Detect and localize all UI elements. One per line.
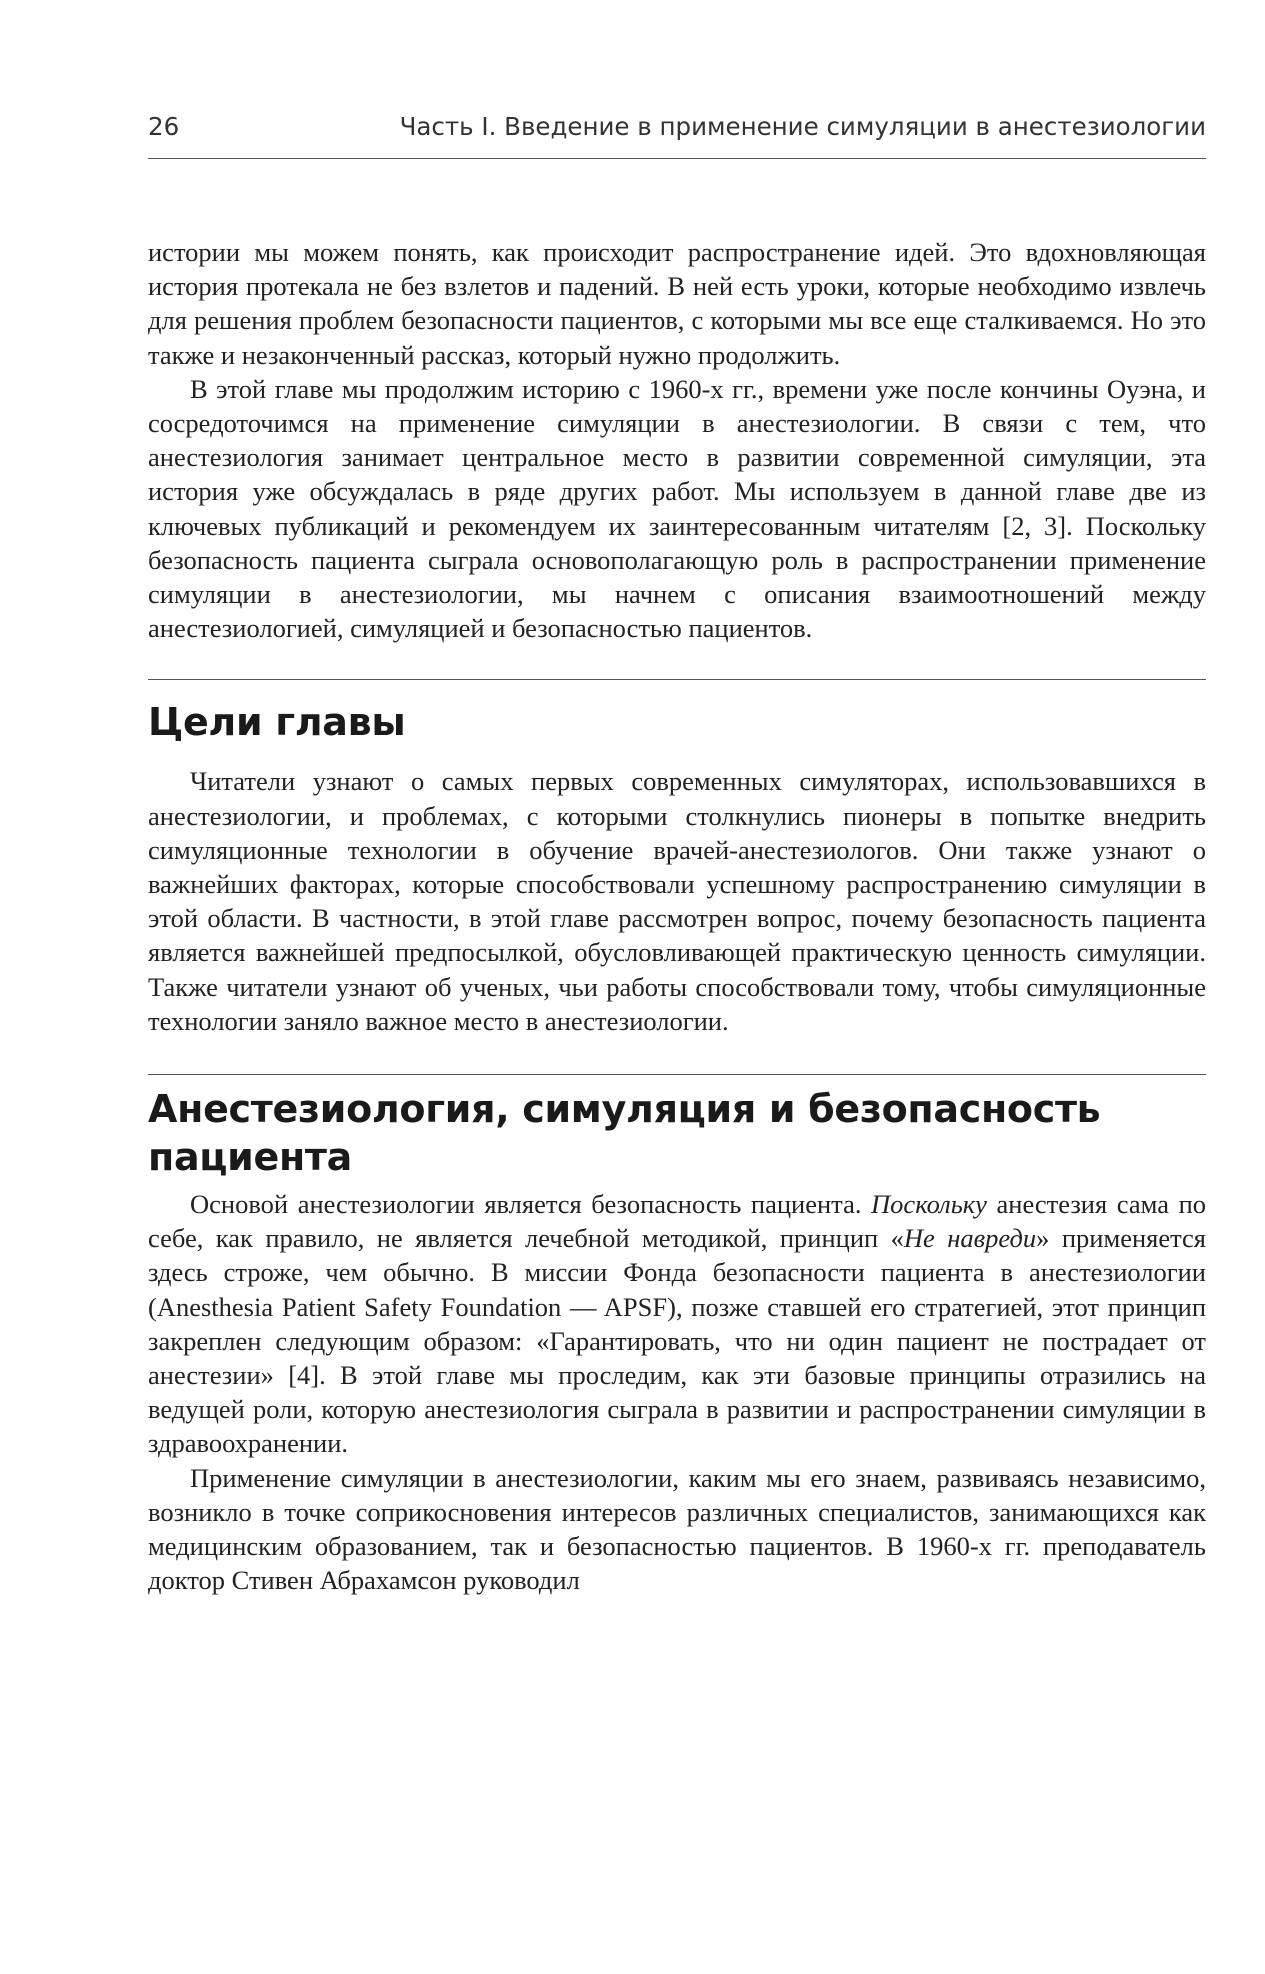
chapter-goals-heading: Цели главы xyxy=(148,700,406,745)
page-number: 26 xyxy=(148,112,180,141)
book-page xyxy=(148,112,1206,1598)
section-divider-goals xyxy=(148,679,1206,680)
section-paragraph-2: Применение симуляции в анестезиологии, каким мы его знаем, развиваясь независимо, возникло в точке соприкосновения интересов различных специалистов, занимающихся как медицинским образованием, так и безопасностью пациентов. В 1960-х гг. преподаватель доктор Стивен Абрахамсон руководил xyxy=(148,1462,1206,1596)
p3-text-3: » применяется здесь строже, чем обычно. В миссии Фонда безопасности пациента в анестезиологии (Anesthesia Patient Safety Foundation — APSF), позже ставшей его стратегией, этот принцип закреплен следующим образом: «Гарантировать, что ни один пациент не пострадает от анестезии» [4]. В этой главе мы проследим, как эти базовые принципы отразились на ведущей роли, которую анестезиология сыграла в развитии и распространении симуляции в здравоохранении. xyxy=(148,1223,1206,1459)
p3-text-2: анестезия сама по себе, как правило, не является лечебной методикой, принцип « xyxy=(148,1189,1206,1254)
header-divider xyxy=(148,158,1206,159)
intro-paragraph-2: В этой главе мы продолжим историю с 1960-х гг., времени уже после кончины Оуэна, и сосредоточимся на применение симуляции в анестезиологии. В связи с тем, что анестезиология занимает центральное место в развитии современной симуляции, эта история уже обсуждалась в ряде других работ. Мы используем в данной главе две из ключевых публикаций и рекомендуем их заинтересованным читателям [2, 3]. Поскольку безопасность пациента сыграла основополагающую роль в распространении применение симуляции в анестезиологии, мы начнем с описания взаимоотношений между анестезиологией, симуляцией и безопасностью пациентов. xyxy=(148,373,1206,644)
section-paragraph-1 xyxy=(148,1187,1206,1461)
p3-italic-2: Не навреди xyxy=(903,1223,1037,1254)
running-header xyxy=(148,112,1206,152)
intro-paragraph-1: истории мы можем понять, как происходит распространение идей. Это вдохновляющая история протекала не без взлетов и падений. В ней есть уроки, которые необходимо извлечь для решения проблем безопасности пациентов, с которыми мы все еще сталкиваемся. Но это также и незаконченный рассказ, который нужно продолжить. xyxy=(148,237,1206,370)
section-heading: Анестезиология, симуляция и безопасность пациента xyxy=(148,1087,1101,1180)
chapter-goals-text: Читатели узнают о самых первых современных симуляторах, использовавшихся в анестезиологии, и проблемах, с которыми столкнулись пионеры в попытке внедрить симуляционные технологии в обучение врачей-анестезиологов. Они также узнают о важнейших факторах, которые способствовали успешному распространению симуляции в этой области. В частности, в этой главе рассмотрен вопрос, почему безопасность пациента является важнейшей предпосылкой, обусловливающей практическую ценность симуляции. Также читатели узнают об ученых, чьи работы способствовали тому, чтобы симуляционные технологии заняло важное место в анестезиологии. xyxy=(148,766,1206,1036)
running-title: Часть I. Введение в применение симуляции в анестезиологии xyxy=(399,112,1206,141)
section-divider-main xyxy=(148,1074,1206,1075)
p3-italic-1: Поскольку xyxy=(871,1189,987,1220)
p3-text-1: Основой анестезиологии является безопасность пациента. xyxy=(190,1189,872,1220)
